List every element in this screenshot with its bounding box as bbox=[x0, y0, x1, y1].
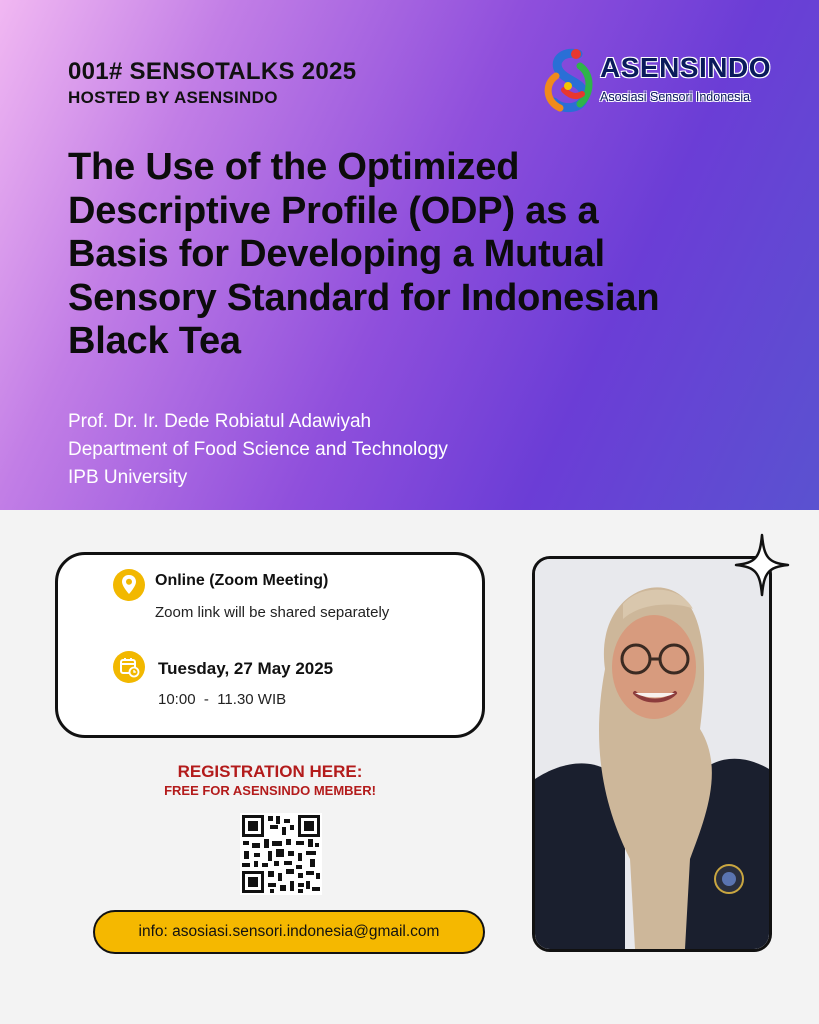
asensindo-logo bbox=[540, 46, 790, 114]
calendar-clock-icon bbox=[113, 651, 145, 683]
registration-note: FREE FOR ASENSINDO MEMBER! bbox=[164, 783, 376, 798]
title-line: Basis for Developing a Mutual bbox=[68, 233, 605, 275]
sparkle-icon bbox=[734, 533, 790, 597]
speaker-university: IPB University bbox=[68, 467, 188, 488]
header-banner bbox=[0, 0, 819, 510]
logo-name: ASENSINDO bbox=[600, 52, 771, 83]
hosted-by: HOSTED BY ASENSINDO bbox=[68, 88, 278, 107]
event-tag: 001# SENSOTALKS 2025 bbox=[68, 58, 357, 85]
location-note: Zoom link will be shared separately bbox=[155, 604, 390, 621]
title-line: Black Tea bbox=[68, 320, 241, 362]
logo-subtitle: Asosiasi Sensori Indonesia bbox=[600, 90, 751, 104]
location-title: Online (Zoom Meeting) bbox=[155, 572, 329, 589]
map-pin-icon bbox=[113, 569, 145, 601]
speaker-photo bbox=[532, 556, 772, 952]
speaker-portrait bbox=[535, 559, 769, 949]
contact-email[interactable]: info: asosiasi.sensori.indonesia@gmail.com bbox=[93, 910, 485, 954]
registration-title: REGISTRATION HERE: bbox=[177, 762, 363, 781]
speaker-info bbox=[68, 408, 448, 492]
talk-title bbox=[68, 146, 788, 364]
registration-qr-code[interactable] bbox=[240, 813, 322, 895]
title-line: Sensory Standard for Indonesian bbox=[68, 276, 660, 319]
title-line: The Use of the Optimized bbox=[68, 146, 520, 188]
speaker-name: Prof. Dr. Ir. Dede Robiatul Adawiyah bbox=[68, 411, 372, 432]
speaker-department: Department of Food Science and Technology bbox=[68, 439, 448, 460]
event-date: Tuesday, 27 May 2025 bbox=[158, 659, 334, 678]
event-details-card bbox=[55, 552, 485, 738]
title-line: Descriptive Profile (ODP) as a bbox=[68, 189, 599, 232]
asensindo-logo-icon bbox=[540, 46, 600, 114]
event-time: 10:00 - 11.30 WIB bbox=[158, 691, 287, 708]
